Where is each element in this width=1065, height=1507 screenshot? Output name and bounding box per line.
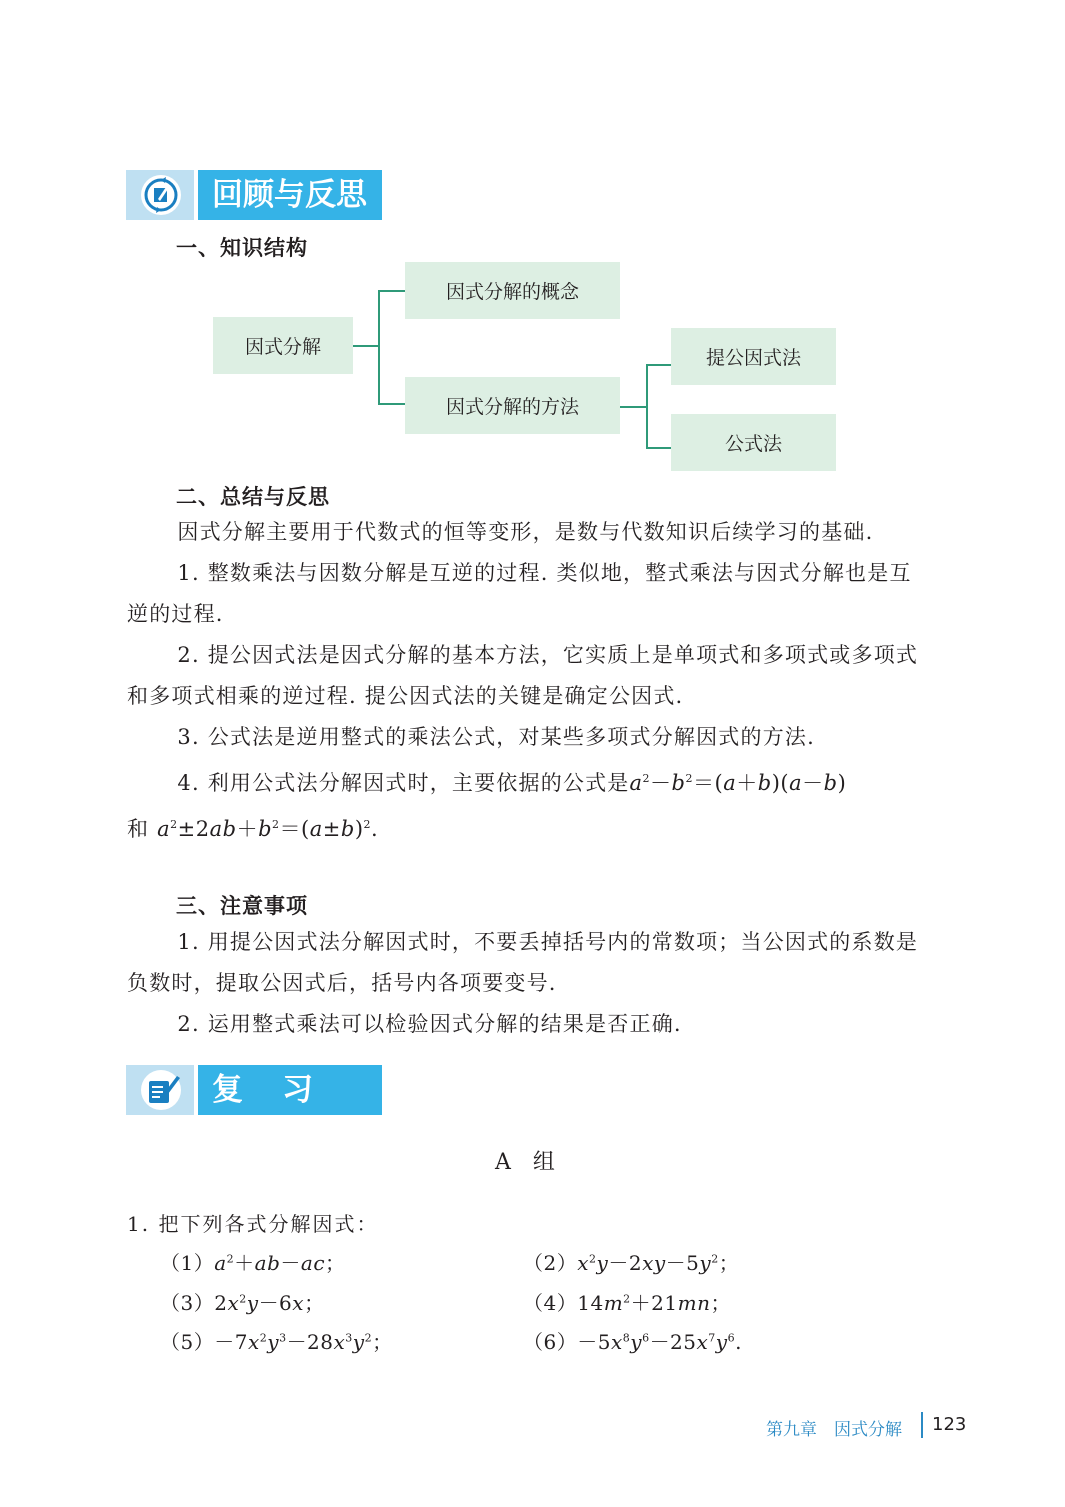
review-banner-title: 回顾与反思 — [198, 170, 382, 220]
notes-paragraphs — [127, 922, 927, 1045]
summary-point-4: 4. 利用公式法分解因式时，主要依据的公式是$a^2-b^2=(a+b)(a-b)$ — [177, 771, 847, 795]
diagram-method1: 提公因式法 — [671, 328, 836, 385]
problem-1-item-1: $(1)a^2+ab-ac$； — [160, 1251, 346, 1275]
summary-paragraphs — [127, 512, 927, 850]
exercise-banner-title: 复 习 题 — [198, 1065, 382, 1115]
diagram-concept: 因式分解的概念 — [405, 262, 620, 319]
connector — [378, 290, 405, 292]
section-heading-structure: 一、知识结构 — [176, 236, 308, 260]
summary-intro: 因式分解主要用于代数式的恒等变形，是数与代数知识后续学习的基础. — [177, 520, 874, 544]
summary-point-2: 2. 提公因式法是因式分解的基本方法，它实质上是单项式和多项式或多项式和多项式相乘的逆过程. 提公因式法的关键是确定公因式. — [127, 643, 919, 708]
problem-1-item-5: $(5)-7x^2y^3-28x^3y^2$； — [160, 1330, 393, 1354]
summary-point-4-cont: 和 $a^2\pm 2ab+b^2=(a\pm b)^2$. — [127, 817, 379, 841]
group-label: A 组 — [495, 1150, 555, 1175]
connector — [353, 345, 379, 347]
problem-1-item-2: $(2)x^2y-2xy-5y^2$； — [523, 1251, 740, 1275]
banner-icon-bg — [126, 1065, 198, 1115]
banner-icon-bg — [126, 170, 198, 220]
refresh-pencil-icon — [139, 173, 183, 217]
connector — [378, 290, 380, 404]
connector — [378, 403, 405, 405]
problem-1-item-4: $(4)14m^2+21mn$； — [523, 1291, 731, 1315]
problem-1-item-6: $(6)-5x^8y^6-25x^7y^6$. — [523, 1330, 742, 1354]
diagram-method: 因式分解的方法 — [405, 377, 620, 434]
summary-point-3: 3. 公式法是逆用整式的乘法公式，对某些多项式分解因式的方法. — [177, 725, 815, 749]
diagram-root: 因式分解 — [213, 317, 353, 374]
connector — [646, 364, 648, 448]
problem-1-stem: 1. 把下列各式分解因式： — [127, 1212, 379, 1236]
note-1: 1. 用提公因式法分解因式时，不要丢掉括号内的常数项；当公因式的系数是负数时，提取公因式后，括号内各项要变号. — [127, 930, 919, 995]
footer-divider — [921, 1412, 923, 1438]
connector — [646, 447, 671, 449]
connector — [646, 364, 671, 366]
page-number: 123 — [932, 1414, 967, 1435]
connector — [620, 406, 647, 408]
summary-point-1: 1. 整数乘法与因数分解是互逆的过程. 类似地，整式乘法与因式分解也是互逆的过程. — [127, 561, 912, 626]
problem-1-item-3: $(3)2x^2y-6x$； — [160, 1291, 325, 1315]
notebook-pen-icon — [139, 1068, 183, 1112]
footer-chapter: 第九章 因式分解 — [766, 1420, 902, 1440]
diagram-method2: 公式法 — [671, 414, 836, 471]
note-2: 2. 运用整式乘法可以检验因式分解的结果是否正确. — [177, 1012, 682, 1036]
section-heading-summary: 二、总结与反思 — [176, 485, 330, 509]
section-heading-notes: 三、注意事项 — [176, 894, 308, 918]
